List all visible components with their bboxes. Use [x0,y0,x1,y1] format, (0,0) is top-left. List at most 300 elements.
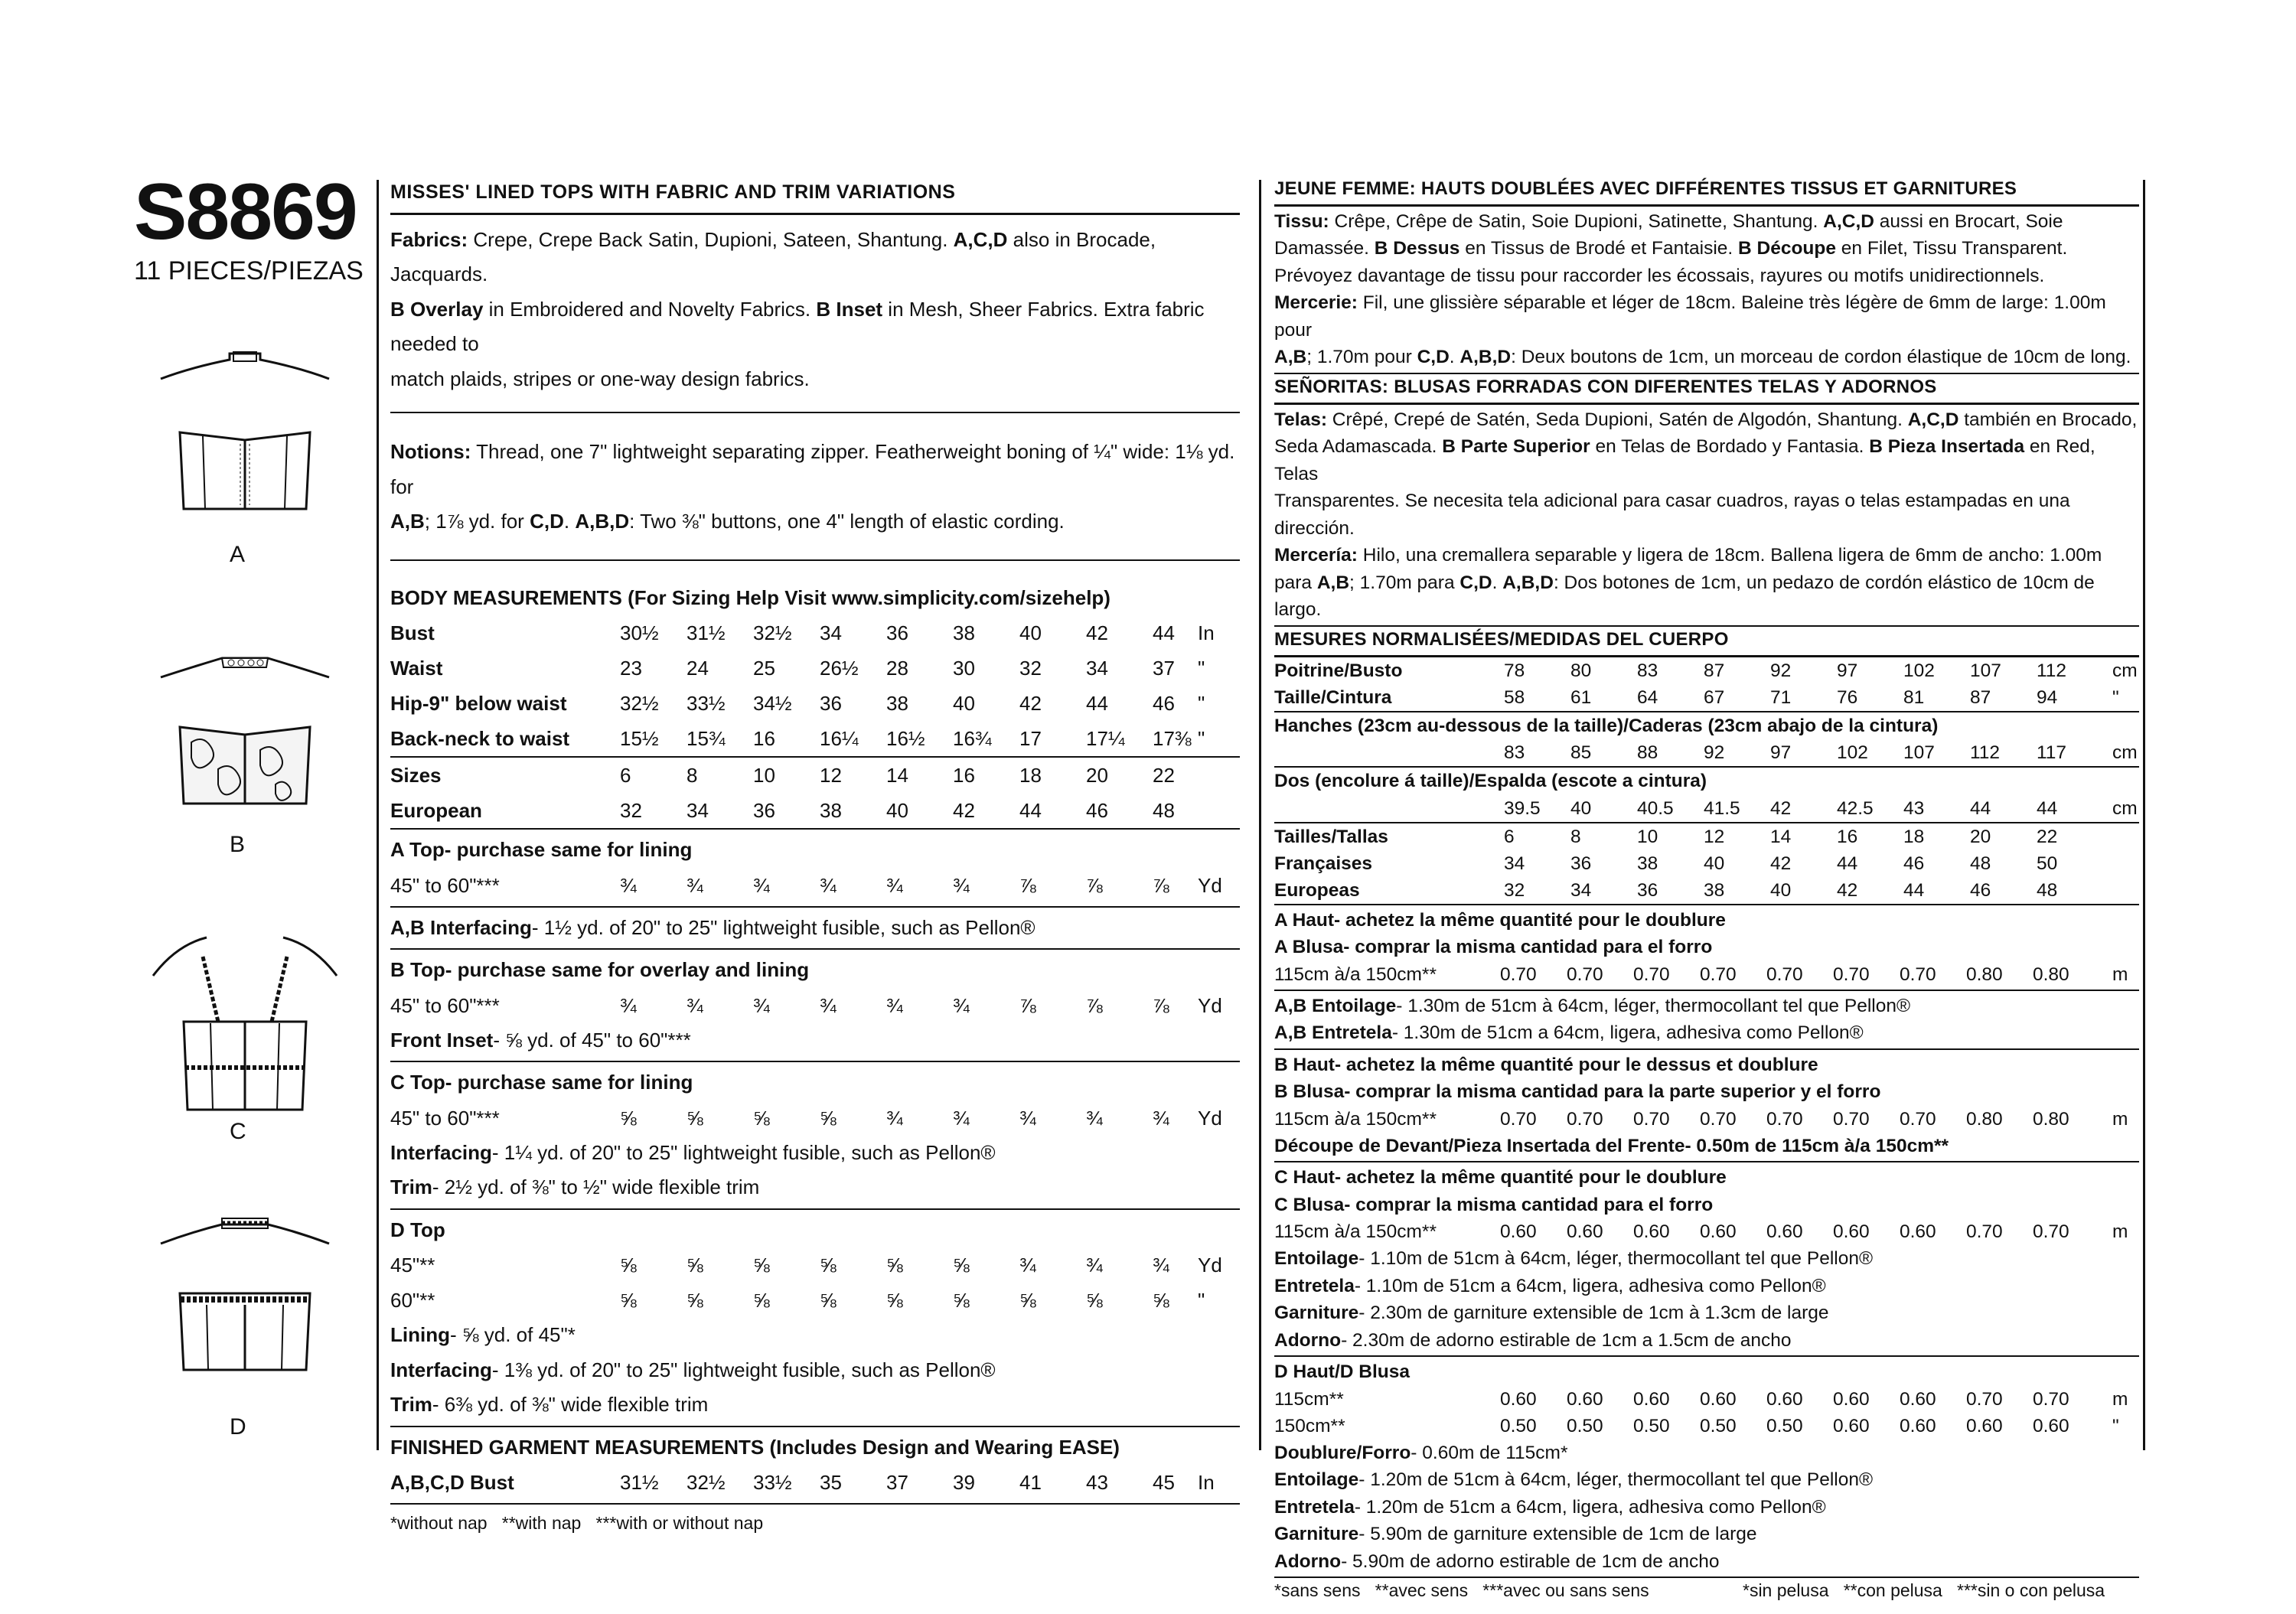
sizes-table-fr [1274,822,2139,905]
row-value: 25 [753,657,775,680]
c-haut-section [1274,1162,2139,1357]
row-value: ¾ [1019,1254,1036,1277]
c-trim-text: - 2½ yd. of ⅜" to ½" wide flexible trim [432,1175,760,1199]
fabrics-text: match plaids, stripes or one-way design fabrics. [390,367,810,390]
row-value: 8 [1570,826,1581,847]
row-value: 0.60 [1500,1221,1537,1243]
row-value: 28 [886,657,908,680]
row-value: ¾ [886,993,903,1017]
d-entretela-text: - 1.20m de 51cm a 64cm, ligera, adhesiva como Pellon® [1354,1496,1826,1518]
finished-measurements-title: FINISHED GARMENT MEASUREMENTS (Includes Design and Wearing EASE) [390,1435,1120,1459]
b-haut-heading: B Haut- achetez la même quantité pour le dessus et doublure [1274,1054,1818,1075]
c-entretela-text: - 1.10m de 51cm a 64cm, ligera, adhesiva como Pellon® [1354,1275,1826,1296]
row-value: ¾ [953,873,970,897]
row-value: 0.60 [1900,1221,1936,1243]
row-label: Waist [390,657,443,680]
row-value: 0.60 [1500,1388,1537,1410]
mercerie-text: . [1449,347,1460,368]
notions-views: C,D [530,510,564,533]
row-value: 32 [620,799,642,823]
c-adorno-label: Adorno [1274,1329,1342,1351]
measurement-row [1274,961,2139,988]
row-value: 10 [1637,826,1658,847]
row-value: 67 [1704,686,1725,708]
c-top-heading: C Top- purchase same for lining [390,1071,693,1094]
d-interfacing-text: - 1⅜ yd. of 20" to 25" lightweight fusible, such as Pellon® [491,1358,996,1381]
row-value: 0.70 [1900,1108,1936,1130]
row-unit: m [2112,1108,2128,1130]
row-value: 31½ [620,1471,659,1495]
row-value: 0.50 [1700,1415,1737,1436]
row-unit: " [1198,692,1205,716]
spanish-title: SEÑORITAS: BLUSAS FORRADAS CON DIFERENTES TELAS Y ADORNOS [1274,374,2139,405]
d-entretela-label: Entretela [1274,1496,1355,1518]
tissu-text: Prévoyez davantage de tissu pour raccorder les écossais, rayures ou motifs unidirectionnels. [1274,265,2045,286]
dos-row [1274,795,2139,822]
row-label: Françaises [1274,853,1373,874]
row-value: ⅝ [820,1106,837,1130]
row-value: ⅝ [620,1289,637,1312]
tissu-b-decoupe: B Découpe [1738,238,1836,259]
row-label: Back-neck to waist [390,727,570,751]
merceria-text: : Dos botones de 1cm, un pedazo de cordón elástico de 10cm de largo. [1274,572,2095,621]
row-value: 0.70 [1567,964,1603,985]
row-value: 0.70 [1833,964,1870,985]
row-label: 115cm** [1274,1388,1344,1410]
row-value: 0.70 [2033,1388,2069,1410]
tissu-text: Damassée. [1274,238,1375,259]
row-value: 107 [1903,742,1935,764]
row-label: 45" to 60"*** [390,873,500,897]
telas-text: también en Brocado, [1958,409,2138,430]
body-measurements-table-fr [1274,657,2139,711]
d-haut-section [1274,1357,2139,1578]
mercerie-text: Fil, une glissière séparable et léger de 18cm. Baleine très légère de 6mm de large: 1.00m pour [1274,292,2106,341]
row-value: ⅞ [1019,993,1036,1017]
row-value: ¾ [1086,1106,1103,1130]
measurement-row [1274,1413,2139,1440]
row-value: 0.60 [1900,1415,1936,1436]
row-value: ¾ [753,993,770,1017]
measurement-row [1274,684,2139,711]
row-value: 0.80 [2033,1108,2069,1130]
notions-text: Thread, one 7" lightweight separating zipper. Featherweight boning of ¼" wide: 1⅛ yd. for [390,440,1235,498]
d-top-section [390,1210,1240,1427]
c-haut-heading: C Haut- achetez la même quantité pour le doublure [1274,1167,1727,1188]
row-value: ⅝ [687,1289,703,1312]
row-value: 42.5 [1837,797,1874,819]
notions-text: : Two ⅜" buttons, one 4" length of elastic cording. [629,510,1065,533]
row-value: 26½ [820,657,859,680]
c-garniture-label: Garniture [1274,1303,1359,1324]
front-inset-text: - ⅝ yd. of 45" to 60"*** [493,1028,691,1052]
row-value: 38 [820,799,842,823]
row-value: ¾ [953,1106,970,1130]
measurement-row [390,758,1240,793]
fabrics-label: Fabrics: [390,227,468,251]
measurement-row [390,988,1240,1023]
measurement-row [390,650,1240,686]
measurements-title-fr-es: MESURES NORMALISÉES/MEDIDAS DEL CUERPO [1274,627,2139,657]
row-value: 0.60 [1833,1388,1870,1410]
divider-left [377,180,379,1450]
row-unit: " [2112,686,2119,708]
row-value: ⅝ [687,1254,703,1277]
hanches-label: Hanches (23cm au-dessous de la taille)/Caderas (23cm abajo de la cintura) [1274,711,2139,740]
row-unit: m [2112,1221,2128,1243]
row-value: 88 [1637,742,1658,764]
french-footnote: *sans sens **avec sens ***avec ou sans sens [1274,1580,1649,1601]
mercerie-text: ; 1.70m pour [1306,347,1417,368]
a-top-section [390,830,1240,908]
row-value: ¾ [820,993,837,1017]
spanish-fabrics-section [1274,405,2139,627]
d-trim-text: - 6⅜ yd. of ⅜" wide flexible trim [432,1393,709,1417]
ab-entretela-text: - 1.30m de 51cm a 64cm, ligera, adhesiva como Pellon® [1391,1022,1864,1044]
row-value: 42 [1086,621,1108,645]
row-value: 39.5 [1504,797,1541,819]
row-value: 102 [1903,660,1935,681]
row-value: 22 [1153,764,1175,787]
row-value: 0.60 [1900,1388,1936,1410]
row-value: 0.70 [1700,964,1737,985]
d-adorno-label: Adorno [1274,1550,1342,1572]
row-value: 24 [687,657,709,680]
row-value: 0.50 [1500,1415,1537,1436]
row-value: 40 [886,799,908,823]
row-label: Poitrine/Busto [1274,660,1403,681]
row-value: 37 [1153,657,1175,680]
row-label: 115cm à/a 150cm** [1274,964,1437,985]
measurement-row [1274,1386,2139,1413]
row-value: 41.5 [1704,797,1740,819]
row-value: 0.80 [1966,1108,2003,1130]
tissu-views: A,C,D [1823,210,1874,232]
merceria-views: C,D [1459,572,1492,593]
fabrics-b-inset: B Inset [816,297,883,321]
row-value: 48 [1153,799,1175,823]
row-value: 36 [820,692,842,716]
row-value: 43 [1086,1471,1108,1495]
row-value: ⅝ [820,1254,837,1277]
row-value: 0.70 [1567,1108,1603,1130]
view-a-back-drawing [145,337,344,513]
row-value: ¾ [620,993,637,1017]
row-value: 0.60 [1766,1388,1803,1410]
row-value: 32 [1019,657,1042,680]
row-value: 48 [2037,879,2058,901]
c-entoilage-text: - 1.10m de 51cm à 64cm, léger, thermocollant tel que Pellon® [1358,1248,1874,1270]
row-value: ¾ [1086,1254,1103,1277]
row-value: ¾ [687,873,703,897]
row-value: 23 [620,657,642,680]
row-value: 107 [1970,660,2001,681]
b-top-yardage-row [390,988,1240,1023]
b-top-heading: B Top- purchase same for overlay and lining [390,958,810,982]
row-unit: " [2112,1415,2119,1436]
d-lining-text: - ⅝ yd. of 45"* [449,1323,576,1347]
row-value: 85 [1570,742,1592,764]
row-value: 34 [1504,853,1525,874]
measurement-row [390,1465,1240,1500]
view-label-d: D [230,1414,246,1440]
c-adorno-text: - 2.30m de adorno estirable de 1cm a 1.5cm de ancho [1341,1329,1792,1351]
ab-interfacing-text: - 1½ yd. of 20" to 25" lightweight fusible, such as Pellon® [531,915,1035,939]
d-top-yardage-rows [390,1247,1240,1318]
row-value: 16¼ [820,727,859,751]
row-unit: In [1198,621,1215,645]
row-value: ¾ [687,993,703,1017]
row-unit: Yd [1198,993,1222,1017]
row-unit: " [1198,657,1205,680]
row-value: 34 [1086,657,1108,680]
row-label: Hip-9" below waist [390,692,567,716]
row-value: 71 [1770,686,1792,708]
row-value: 40 [1019,621,1042,645]
row-value: 0.70 [1966,1388,2003,1410]
telas-b-superior: B Parte Superior [1442,436,1590,458]
english-footnote: *without nap **with nap ***with or without nap [390,1513,764,1534]
row-value: ¾ [1019,1106,1036,1130]
row-value: 20 [1086,764,1108,787]
ab-entoilage-section [1274,991,2139,1050]
d-doublure-label: Doublure/Forro [1274,1442,1411,1463]
english-title: MISSES' LINED TOPS WITH FABRIC AND TRIM VARIATIONS [390,176,1240,215]
row-value: 38 [1637,853,1658,874]
c-top-section [390,1062,1240,1210]
pattern-header [134,168,364,286]
row-value: 102 [1837,742,1868,764]
row-value: 40 [1704,853,1725,874]
row-value: 112 [1970,742,2001,764]
row-value: 92 [1704,742,1725,764]
row-label: Sizes [390,764,442,787]
view-c-back-drawing [145,930,344,1113]
row-value: ⅝ [820,1289,837,1312]
fabrics-section [390,215,1240,414]
row-value: 97 [1837,660,1858,681]
tissu-text: en Filet, Tissu Transparent. [1835,238,2068,259]
row-value: 92 [1770,660,1792,681]
row-value: 87 [1704,660,1725,681]
row-value: 40 [1570,797,1592,819]
row-value: 0.70 [1766,1108,1803,1130]
row-value: 61 [1570,686,1592,708]
ab-interfacing-label: A,B Interfacing [390,915,532,939]
d-entoilage-text: - 1.20m de 51cm à 64cm, léger, thermocollant tel que Pellon® [1358,1469,1874,1491]
view-b-back-drawing [145,635,344,811]
row-value: 0.70 [1833,1108,1870,1130]
row-unit: Yd [1198,873,1222,897]
d-top-heading: D Top [390,1218,445,1241]
measurement-row [390,1247,1240,1283]
row-value: 38 [886,692,908,716]
row-value: 0.60 [1700,1221,1737,1243]
row-label: 115cm à/a 150cm** [1274,1108,1437,1130]
sizes-table [390,758,1240,830]
row-unit: In [1198,1471,1215,1495]
notions-views: A,B [390,510,425,533]
row-value: 32½ [687,1471,726,1495]
merceria-label: Mercería: [1274,545,1358,566]
mercerie-label: Mercerie: [1274,292,1358,314]
row-value: 94 [2037,686,2058,708]
mercerie-views: C,D [1417,347,1450,368]
row-value: 46 [1086,799,1108,823]
notions-views: A,B,D [575,510,630,533]
body-measurements-table [390,615,1240,758]
row-value: ⅝ [753,1254,770,1277]
row-label: Tailles/Tallas [1274,826,1388,847]
french-fabrics-section [1274,207,2139,374]
measurement-row [390,721,1240,756]
measurement-row [1274,657,2139,684]
row-value: 0.70 [1500,964,1537,985]
row-value: 0.50 [1766,1415,1803,1436]
c-trim-label: Trim [390,1175,432,1199]
row-value: 12 [1704,826,1725,847]
telas-label: Telas: [1274,409,1327,430]
merceria-text: . [1492,572,1503,593]
row-label: 115cm à/a 150cm** [1274,1221,1437,1243]
d-trim-label: Trim [390,1393,432,1417]
row-value: 78 [1504,660,1525,681]
row-label: European [390,799,482,823]
measurement-row [390,868,1240,903]
row-value: 14 [1770,826,1792,847]
row-value: ¾ [886,873,903,897]
fabrics-text: in Mesh, Sheer Fabrics. Extra fabric needed to [390,297,1205,356]
row-value: 42 [1019,692,1042,716]
d-haut-heading: D Haut/D Blusa [1274,1361,1410,1383]
row-value: 58 [1504,686,1525,708]
row-value: ⅞ [1019,873,1036,897]
row-value: 10 [753,764,775,787]
row-value: 0.80 [2033,964,2069,985]
row-value: ⅝ [953,1254,970,1277]
row-value: 6 [1504,826,1515,847]
row-value: 38 [1704,879,1725,901]
mercerie-text: : Deux boutons de 1cm, un morceau de cordon élastique de 10cm de long. [1511,347,2131,368]
row-value: 6 [620,764,631,787]
row-value: 64 [1637,686,1658,708]
row-value: 15½ [620,727,659,751]
row-value: ⅝ [620,1106,637,1130]
ab-entoilage-label: A,B Entoilage [1274,995,1397,1016]
row-value: ⅝ [1086,1289,1103,1312]
row-value: 40.5 [1637,797,1674,819]
row-value: 87 [1970,686,1991,708]
row-value: 32½ [753,621,792,645]
row-value: ⅝ [620,1254,637,1277]
measurement-row [1274,1218,2139,1245]
row-value: 45 [1153,1471,1175,1495]
finished-bust-row [390,1465,1240,1500]
tissu-b-dessus: B Dessus [1374,238,1460,259]
row-unit: " [1198,1289,1205,1312]
row-value: 33½ [753,1471,792,1495]
row-value: 0.50 [1567,1415,1603,1436]
row-value: 0.60 [2033,1415,2069,1436]
row-unit: cm [2112,742,2138,764]
fabrics-b-overlay: B Overlay [390,297,484,321]
row-value: ⅞ [1153,993,1169,1017]
a-top-heading: A Top- purchase same for lining [390,838,693,862]
row-value: 44 [1970,797,1991,819]
row-value: 36 [886,621,908,645]
row-value: 34 [687,799,709,823]
row-value: 0.70 [1700,1108,1737,1130]
tissu-text: aussi en Brocart, Soie [1874,210,2063,232]
pattern-number: S8869 [134,168,357,256]
c-interfacing-label: Interfacing [390,1140,492,1164]
telas-text: Crêpé, Crepé de Satén, Seda Dupioni, Satén de Algodón, Shantung. [1327,409,1908,430]
fabrics-views: A,C,D [953,227,1008,251]
row-value: 16 [1837,826,1858,847]
pieces-count: 11 PIECES/PIEZAS [134,256,364,285]
row-value: 83 [1637,660,1658,681]
body-measurements-title: BODY MEASUREMENTS (For Sizing Help Visit www.simplicity.com/sizehelp) [390,585,1110,609]
row-value: 42 [1770,853,1792,874]
a-blusa-heading: A Blusa- comprar la misma cantidad para el forro [1274,937,1713,958]
row-value: 8 [687,764,698,787]
row-value: ⅝ [1019,1289,1036,1312]
fabrics-text: Crepe, Crepe Back Satin, Dupioni, Sateen, Shantung. [468,227,954,251]
row-value: 16 [953,764,975,787]
row-value: 40 [1770,879,1792,901]
front-inset-label: Front Inset [390,1028,494,1052]
row-value: 16¾ [953,727,992,751]
row-unit: " [1198,727,1205,751]
row-value: 0.70 [1900,964,1936,985]
row-value: 46 [1970,879,1991,901]
c-entretela-label: Entretela [1274,1275,1355,1296]
row-value: ⅝ [753,1106,770,1130]
a-haut-heading: A Haut- achetez la même quantité pour le doublure [1274,909,1726,931]
row-value: 34½ [753,692,792,716]
row-value: 36 [1570,853,1592,874]
row-value: 15¾ [687,727,726,751]
row-value: ⅞ [1153,873,1169,897]
row-value: 37 [886,1471,908,1495]
ab-entretela-label: A,B Entretela [1274,1022,1392,1044]
row-value: ⅝ [687,1106,703,1130]
row-value: 46 [1903,853,1925,874]
measurement-row [1274,739,2139,766]
view-d-back-drawing [145,1198,344,1374]
divider-right [2143,180,2145,1450]
d-adorno-text: - 5.90m de adorno estirable de 1cm de ancho [1341,1550,1720,1572]
row-value: 46 [1153,692,1175,716]
row-label: 60"** [390,1289,435,1312]
measurement-row [1274,795,2139,822]
row-unit: m [2112,1388,2128,1410]
notions-section [390,413,1240,561]
d-interfacing-label: Interfacing [390,1358,492,1381]
d-haut-rows [1274,1386,2139,1440]
row-unit: cm [2112,797,2138,819]
mercerie-views: A,B [1274,347,1307,368]
c-entoilage-label: Entoilage [1274,1248,1359,1270]
row-value: 17¼ [1086,727,1125,751]
tissu-text: Crêpe, Crêpe de Satin, Soie Dupioni, Satinette, Shantung. [1329,210,1824,232]
row-value: 42 [1770,797,1792,819]
view-label-b: B [230,832,246,857]
row-value: 32½ [620,692,659,716]
row-value: ¾ [886,1106,903,1130]
row-unit: Yd [1198,1254,1222,1277]
row-value: 0.50 [1633,1415,1670,1436]
